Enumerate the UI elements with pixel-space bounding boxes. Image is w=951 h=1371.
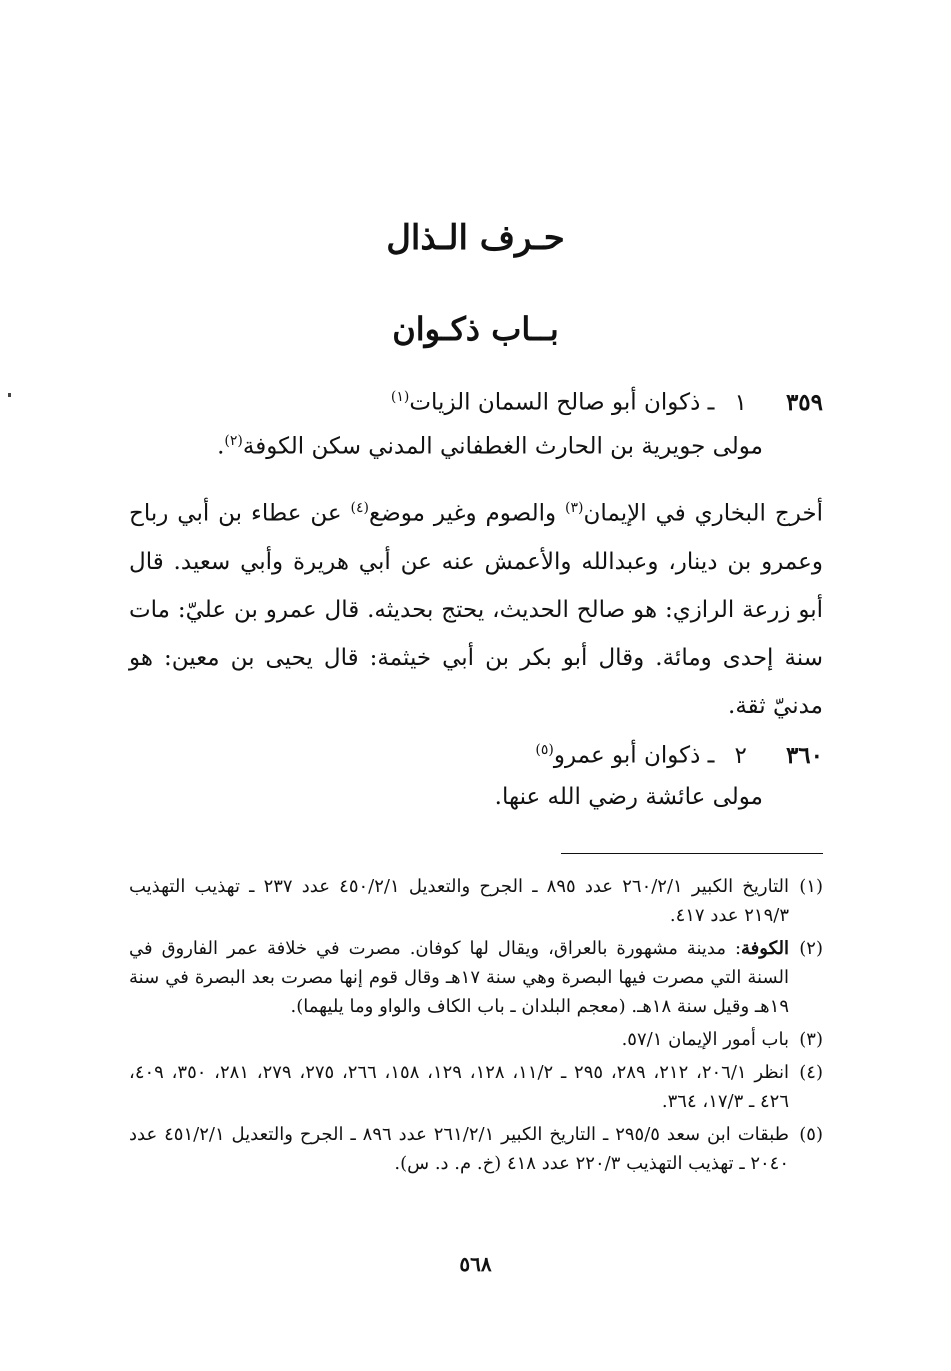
footnote-item xyxy=(129,934,823,1021)
entry-359-name: ـ ذكوان أبو صالح السمان الزيات xyxy=(409,389,715,416)
footnote-divider xyxy=(561,853,823,854)
paragraph-part-1: أخرج البخاري في الإيمان xyxy=(583,500,823,527)
entry-359-description xyxy=(123,424,763,464)
footnote-text: التاريخ الكبير ٢٦٠/٢/١ عدد ٨٩٥ ـ الجرح والتعديل ٤٥٠/٢/١ عدد ٢٣٧ ـ تهذيب التهذيب ٢١٩/٣ عدد ٤١٧. xyxy=(129,876,789,926)
entry-359-heading xyxy=(123,380,823,420)
entry-359-desc-end: . xyxy=(217,433,225,460)
footnote-number: (٥) xyxy=(799,1124,823,1145)
footnote-text: الكوفة: مدينة مشهورة بالعراق، ويقال لها كوفان. مصرت في خلافة عمر الفاروق في السنة التي مصرت فيها البصرة وهي سنة ١٧هـ وقال قوم إنها مصرت بعد البصرة في سنة ١٩هـ وقيل سنة ١٨هـ. (معجم البلدان ـ باب الكاف والواو وما يليهما). xyxy=(129,938,789,1017)
entry-360-number: ٣٦٠ xyxy=(785,741,823,769)
footnote-ref-1: (١) xyxy=(390,389,410,405)
footnote-number: (٢) xyxy=(799,938,823,959)
scan-edge-mark xyxy=(8,393,11,397)
footnote-text: باب أمور الإيمان ٥٧/١. xyxy=(621,1029,789,1050)
footnote-item xyxy=(129,1058,823,1116)
footnote-text: طبقات ابن سعد ٢٩٥/٥ ـ التاريخ الكبير ٢٦١/٢/١ عدد ٨٩٦ ـ الجرح والتعديل ٤٥١/٢/١ عدد ٢٠٤٠ ـ تهذيب التهذيب ٢٢٠/٣ عدد ٤١٨ (خ. م. د. س). xyxy=(129,1124,789,1174)
footnote-ref-4: (٤) xyxy=(350,500,369,516)
footnote-number: (١) xyxy=(799,876,823,897)
entry-360-heading xyxy=(123,733,823,773)
page-number: ٥٦٨ xyxy=(459,1252,492,1276)
entry-359-body-paragraph xyxy=(129,484,823,730)
footnote-ref-3: (٣) xyxy=(565,500,584,516)
footnote-item xyxy=(129,1120,823,1178)
entry-360-description: مولى عائشة رضي الله عنها. xyxy=(494,784,763,810)
footnote-number: (٣) xyxy=(799,1029,823,1050)
footnotes xyxy=(129,872,823,1182)
footnote-item xyxy=(129,1025,823,1054)
footnote-ref-5: (٥) xyxy=(535,742,554,758)
paragraph-part-2: والصوم وغير موضع xyxy=(368,500,566,527)
footnote-item xyxy=(129,872,823,930)
paragraph-part-3: عن عطاء بن أبي رباح وعمرو بن دينار، وعبدالله والأعمش عنه عن أبي هريرة وأبي سعيد. قال أبو زرعة الرازي: هو صالح الحديث، يحتج بحديثه. قال عمرو بن عليّ: مات سنة إحدى ومائة. وقال أبو بكر بن أبي خيثمة: قال يحيى بن معين: هو مدنيّ ثقة. xyxy=(129,500,823,719)
entry-359-desc-text: مولى جويرية بن الحارث الغطفاني المدني سكن الكوفة xyxy=(242,433,763,460)
entry-359-number: ٣٥٩ xyxy=(785,388,823,416)
entry-360-name: ـ ذكوان أبو عمرو xyxy=(553,742,715,769)
footnote-text: انظر ٢٠٦/١، ٢١٢، ٢٨٩، ٢٩٥ ـ ١١/٢، ١٢٨، ١٢٩، ١٥٨، ٢٦٦، ٢٧٥، ٢٧٩، ٢٨١، ٣٥٠، ٤٠٩، ٤٢٦ ـ ١٧/٣، ٣٦٤. xyxy=(129,1062,790,1112)
entry-360-index: ٢ xyxy=(734,742,747,769)
entry-359-index: ١ xyxy=(734,389,747,416)
footnote-number: (٤) xyxy=(799,1062,823,1083)
footnote-ref-2: (٢) xyxy=(224,433,243,449)
chapter-title: حـرف الـذال xyxy=(386,218,565,258)
section-title: بــاب ذكـوان xyxy=(392,310,559,348)
footnote-term: الكوفة xyxy=(741,938,789,959)
